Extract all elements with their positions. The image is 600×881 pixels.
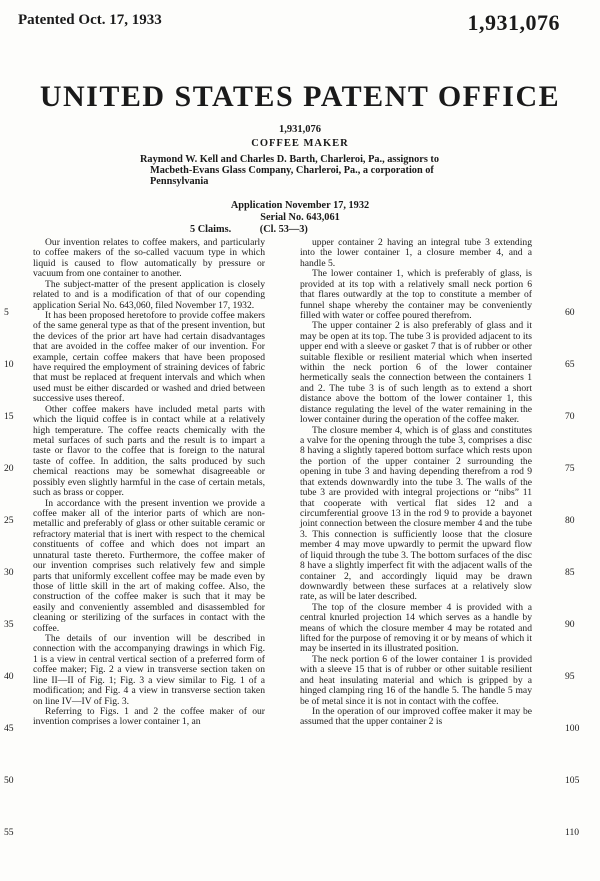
claims-line — [190, 224, 334, 235]
line-number: 95 — [565, 671, 575, 682]
classification: (Cl. 53—3) — [259, 224, 308, 235]
inventors-block — [140, 154, 440, 188]
line-number: 5 — [4, 307, 9, 318]
line-number: 90 — [565, 619, 575, 630]
document-number: 1,931,076 — [279, 124, 321, 135]
paragraph: The closure member 4, which is of glass and constitutes a valve for the opening through the tube 3, comprises a disc 8 having a slightly tapered bottom surface which rests upon the portion of the upper container 2 surrounding the opening in tube 3 and having depending therefrom a rod 9 that extends downwardly into the tube 3. The walls of the tube 3 are provided with integral projections or “nibs” 11 that cooperate with vertical flat sides 12 and a circumferential groove 13 in the rod 9 to provide a bayonet joint connection between the closure member 4 and the tube 3. This connection is sufficiently loose that the closure member 4 may move upwardly to permit the upward flow of liquid through the tube 3. The bottom surfaces of the disc 8 have a slightly imperfect fit with the adjacent walls of the container 2, and accordingly liquid may be drawn downwardly between these surfaces at a relatively slow rate, as will be later described. — [300, 424, 532, 603]
paragraph: The top of the closure member 4 is provided with a central knurled projection 14 which serves as a handle by means of which the closure member 4 may be rotated and lifted for the purpose of removing it or by means of which it may be inserted in its illustrated position. — [300, 601, 532, 655]
line-number: 35 — [4, 619, 14, 630]
paragraph: The subject-matter of the present application is closely related to and is a modification of that of our copending application Serial No. 643,060, filed November 17, 1932. — [33, 278, 265, 311]
paragraph: Our invention relates to coffee makers, and particularly to coffee makers of the so-called vacuum type in which liquid is caused to flow automatically by pressure or vacuum from one container to another. — [33, 237, 265, 280]
line-number: 45 — [4, 723, 14, 734]
paragraph: The neck portion 6 of the lower container 1 is provided with a sleeve 15 that is of rubber or other suitable resilient and heat insulating material and which is gripped by a hinged clamping ring 16 of the handle 5. The handle 5 may be of metal since it is not in contact with the coffee. — [300, 653, 532, 707]
invention-title: COFFEE MAKER — [251, 138, 349, 149]
paragraph: In accordance with the present invention we provide a coffee maker all of the interior parts of which are non-metallic and preferably of glass or other suitable ceramic or refractory material that is inert with respect to the chemical constituents of coffee and which does not impart an unnatural taste thereto. Furthermore, the coffee maker of our invention comprises such relatively few and simple parts that uniformly excellent coffee may be made even by those of little skill in the art of making coffee. Also, the construction of the coffee maker is such that it may be easily and conveniently assembled and disassembled for cleaning or sterilizing of the surfaces in contact with the coffee. — [33, 497, 265, 634]
paragraph: The upper container 2 is also preferably of glass and it may be open at its top. The tube 3 is provided adjacent to its upper end with a sleeve or gasket 7 that is of rubber or other suitable flexible or resilient material which when inserted within the neck portion 6 of the lower container hermetically seals the connection between the containers 1 and 2. The tube 3 is of such length as to extend a short distance above the bottom of the lower container 1, this distance regulating the level of the water remaining in the lower container during the operation of the coffee maker. — [300, 320, 532, 426]
inventors-text: Raymond W. Kell and Charles D. Barth, Charleroi, Pa., assignors to Macbeth-Evans Glass Company, Charleroi, Pa., a corporation of Pennsylvania — [140, 154, 440, 188]
line-number: 55 — [4, 827, 14, 838]
paragraph: Referring to Figs. 1 and 2 the coffee maker of our invention comprises a lower container 1, an — [33, 705, 265, 728]
line-number: 60 — [565, 307, 575, 318]
patent-date: Patented Oct. 17, 1933 — [18, 12, 162, 28]
left-column — [33, 238, 265, 728]
application-date: Application November 17, 1932 — [230, 200, 370, 211]
application-info — [0, 200, 600, 223]
serial-number: Serial No. 643,061 — [260, 211, 340, 223]
line-number: 10 — [4, 359, 14, 370]
paragraph: The lower container 1, which is preferably of glass, is provided at its top with a relatively small neck portion 6 that flares outwardly at the top to constitute a member of funnel shape whereby the container may be conveniently filled with water or coffee poured therefrom. — [300, 268, 532, 321]
line-number: 110 — [565, 827, 580, 838]
office-heading: UNITED STATES PATENT OFFICE — [39, 80, 561, 113]
line-number: 20 — [4, 463, 14, 474]
claims-count: 5 Claims. — [190, 224, 232, 235]
line-number: 40 — [4, 671, 14, 682]
line-number: 25 — [4, 515, 14, 526]
patent-number: 1,931,076 — [467, 10, 560, 35]
line-number: 105 — [565, 775, 580, 786]
line-number: 75 — [565, 463, 575, 474]
line-number: 100 — [565, 723, 580, 734]
paragraph: It has been proposed heretofore to provide coffee makers of the same general type as that of the present invention, but the devices of the prior art have had certain disadvantages that are avoided in the coffee maker of our invention. For example, certain coffee makers that have been proposed have required the employment of straining devices of fabric that must be replaced at frequent intervals and which when used must be either discarded or washed and dried between successive uses thereof. — [33, 309, 265, 405]
paragraph: upper container 2 having an integral tube 3 extending into the lower container 1, a closure member 4, and a handle 5. — [300, 237, 532, 269]
paragraph: In the operation of our improved coffee maker it may be assumed that the upper container 2 is — [300, 705, 532, 728]
paragraph: The details of our invention will be described in connection with the accompanying drawings in which Fig. 1 is a view in central vertical section of a preferred form of coffee maker; Fig. 2 a view in transverse section taken on line II—II of Fig. 1; Fig. 3 a view similar to Fig. 1 of a modification; and Fig. 4 a view in transverse section taken on line IV—IV of Fig. 3. — [33, 633, 265, 707]
line-number: 80 — [565, 515, 575, 526]
line-number: 85 — [565, 567, 575, 578]
right-column — [300, 238, 532, 728]
line-number: 30 — [4, 567, 14, 578]
paragraph: Other coffee makers have included metal parts with which the liquid coffee is in contact while at a relatively high temperature. The coffee reacts chemically with the metal surfaces of such parts and the result is to impart a taste or flavor to the coffee that is foreign to the natural taste of coffee. In addition, the salts produced by such chemical reactions may be somewhat disagreeable or possibly even slightly harmful in the case of certain metals, such as brass or copper. — [33, 403, 265, 499]
line-number: 70 — [565, 411, 575, 422]
line-number: 50 — [4, 775, 14, 786]
line-number: 65 — [565, 359, 575, 370]
line-number: 15 — [4, 411, 14, 422]
